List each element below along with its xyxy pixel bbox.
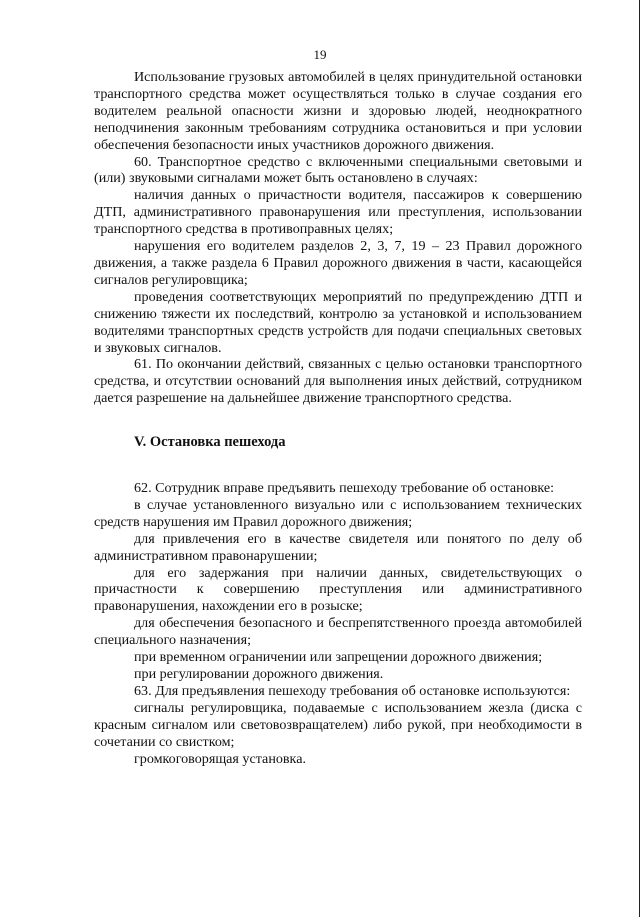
page-number: 19: [313, 47, 327, 62]
paragraph: для его задержания при наличии данных, свидетельствующих о причастности к совершению преступления или административного правонарушения, нахождении его в розыске;: [94, 564, 582, 615]
paragraph: 61. По окончании действий, связанных с целью остановки транспортного средства, и отсутствии оснований для выполнения иных действий, сотрудником дается разрешение на дальнейшее движение транспортного средства.: [94, 356, 582, 407]
paragraph: сигналы регулировщика, подаваемые с использованием жезла (диска с красным сигналом или световозвращателем) либо рукой, при необходимости в сочетании со свистком;: [94, 699, 582, 750]
paragraph: 63. Для предъявления пешеходу требования об остановке используются:: [134, 682, 571, 699]
paragraph: для привлечения его в качестве свидетеля или понятого по делу об административном правонарушении;: [94, 530, 582, 564]
paragraph: наличия данных о причастности водителя, пассажиров к совершению ДТП, административного правонарушения или преступления, использовании транспортного средства в противоправных целях;: [94, 187, 582, 238]
paragraph: громкоговорящая установка.: [134, 750, 306, 767]
paragraph: в случае установленного визуально или с использованием технических средств нарушения им Правил дорожного движения;: [94, 496, 582, 530]
section-heading: V. Остановка пешехода: [134, 434, 286, 451]
paragraph: для обеспечения безопасного и беспрепятственного проезда автомобилей специального назначения;: [94, 615, 582, 649]
paragraph: 62. Сотрудник вправе предъявить пешеходу требование об остановке:: [134, 480, 555, 497]
paragraph: нарушения его водителем разделов 2, 3, 7, 19 – 23 Правил дорожного движения, а также раздела 6 Правил дорожного движения в части, касающейся сигналов регулировщика;: [94, 238, 582, 288]
paragraph: при регулировании дорожного движения.: [134, 666, 384, 682]
paragraph: 60. Транспортное средство с включенными специальными световыми и (или) звуковыми сигналами может быть остановлено в случаях:: [94, 153, 582, 187]
paragraph: Использование грузовых автомобилей в целях принудительной остановки транспортного средства может осуществляться только в случае создания его водителем реальной опасности жизни и здоровью людей, неоднократного неподчинения законным требованиям сотрудника остановиться и при условии обеспечения безопасности иных участников дорожного движения.: [94, 69, 582, 153]
paragraph: при временном ограничении или запрещении дорожного движения;: [134, 649, 543, 666]
paragraph: проведения соответствующих мероприятий по предупреждению ДТП и снижению тяжести их последствий, контролю за установкой и использованием водителями транспортных средств устройств для подачи специальных световых и звуковых сигналов.: [94, 288, 582, 356]
document-body: [94, 69, 582, 767]
